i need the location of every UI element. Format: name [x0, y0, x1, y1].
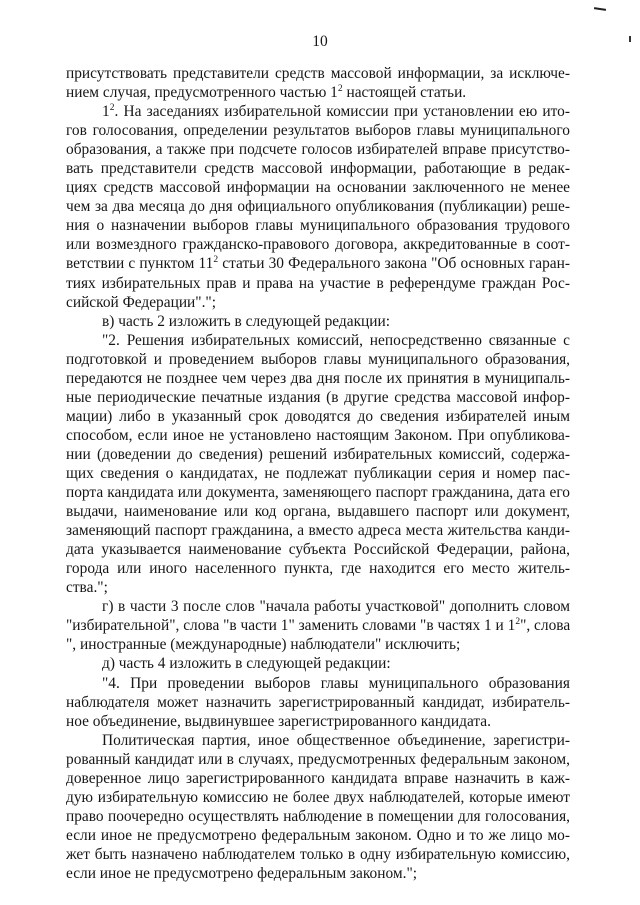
text-line: гов голосования, определении результатов выборов главы муниципального — [66, 122, 570, 140]
text-line: мации) либо в указанный срок доводятся до сведения избирателей иным — [66, 407, 570, 425]
superscript-two: 2 — [337, 84, 343, 95]
text-line: дую избирательную комиссию не более двух наблюдателей, которые имеют — [66, 788, 570, 806]
text-line: выдачи, наименование или код органа, выдавшего паспорт или документ, — [66, 503, 570, 521]
text-line: порта кандидата или документа, заменяющего паспорт гражданина, дата его — [66, 484, 570, 502]
document-body — [66, 64, 570, 883]
superscript-two: 2 — [109, 103, 115, 114]
text-line: Политическая партия, иное общественное объединение, зарегистри- — [102, 731, 570, 749]
text-line: д) часть 4 изложить в следующей редакции: — [102, 655, 391, 673]
text-line: присутствовать представители средств массовой информации, за исключе- — [66, 65, 570, 82]
text-line: чем за два месяца до дня официального опубликования (публикации) реше- — [66, 198, 570, 216]
text-line: тиях избирательных прав и права на участие в референдуме граждан Рос- — [66, 274, 570, 292]
text-line: ния о назначении выборов главы муниципального образования трудового — [66, 217, 570, 235]
text-line: жет быть назначено наблюдателем только в одну избирательную комиссию, — [66, 845, 570, 863]
text-line: ветствии с пунктом $11^2$ статьи 30 Федерального закона "Об основных гаран- — [66, 255, 571, 273]
text-line: передаются не позднее чем через два дня после их принятия в муниципаль- — [66, 369, 570, 387]
text-line: "4. При проведении выборов главы муниципального образования — [102, 674, 570, 692]
text-line: г) в части 3 после слов "начала работы участковой" дополнить словом — [102, 598, 570, 616]
text-line: или возмездного гражданско-правового договора, аккредитованные в соот- — [66, 236, 570, 254]
text-line: дата указывается наименование субъекта Российской Федерации, района, — [66, 541, 570, 559]
text-line: щих сведения о кандидатах, не подлежат публикации серия и номер пас- — [66, 464, 570, 482]
text-line: в) часть 2 изложить в следующей редакции: — [102, 312, 391, 330]
text-line: "избирательной", слова "в части 1" заменить словами "в частях 1 и $1^2$", слова — [66, 617, 571, 635]
text-line: доверенное лицо зарегистрированного кандидата вправе назначить в каж- — [66, 769, 570, 787]
text-line: заменяющий паспорт гражданина, а вместо адреса места жительства канди- — [66, 522, 570, 540]
text-line: подготовкой и проведением выборов главы муниципального образования, — [66, 350, 570, 368]
text-line: ные периодические печатные издания (в другие средства массовой инфор- — [66, 388, 570, 406]
text-line: если иное не предусмотрено федеральным законом."; — [66, 864, 418, 882]
text-line: сийской Федерации"."; — [66, 293, 216, 311]
text-line: "2. Решения избирательных комиссий, непосредственно связанные с — [102, 331, 570, 349]
text-line: ное объединение, выдвинувшее зарегистрированного кандидата. — [66, 712, 491, 730]
scan-mark — [594, 7, 606, 11]
text-line: ства."; — [66, 579, 108, 597]
text-line: способом, если иное не установлено настоящим Законом. При опубликова- — [66, 426, 570, 444]
text-line: циях средств массовой информации на основании заключенного не менее — [66, 179, 570, 197]
text-line: если иное не предусмотрено федеральным законом. Одно и то же лицо мо- — [66, 826, 570, 844]
text-line: $1^2$. На заседаниях избирательной комиссии при установлении ею ито- — [102, 103, 570, 121]
text-line: города или иного населенного пункта, где находится его место житель- — [66, 560, 570, 578]
text-line: ", иностранные (международные) наблюдатели" исключить; — [66, 636, 461, 654]
text-line: рованный кандидат или в случаях, предусмотренных федеральным законом, — [66, 750, 570, 768]
superscript-two: 2 — [213, 255, 219, 266]
text-line: нием случая, предусмотренного частью $1^2$ настоящей статьи. — [66, 84, 467, 102]
text-line: вать представители средств массовой информации, работающие в редак- — [66, 160, 570, 178]
text-line: нии (доведении до сведения) решений избирательных комиссий, содержа- — [66, 445, 570, 463]
text-line: наблюдателя может назначить зарегистрированный кандидат, избиратель- — [66, 693, 570, 711]
text-line: право поочередно осуществлять наблюдение в помещении для голосования, — [66, 807, 570, 825]
text-line: образования, а также при подсчете голосов избирателей вправе присутство- — [66, 141, 570, 159]
page-number: 10 — [312, 33, 328, 50]
superscript-two: 2 — [515, 617, 521, 628]
